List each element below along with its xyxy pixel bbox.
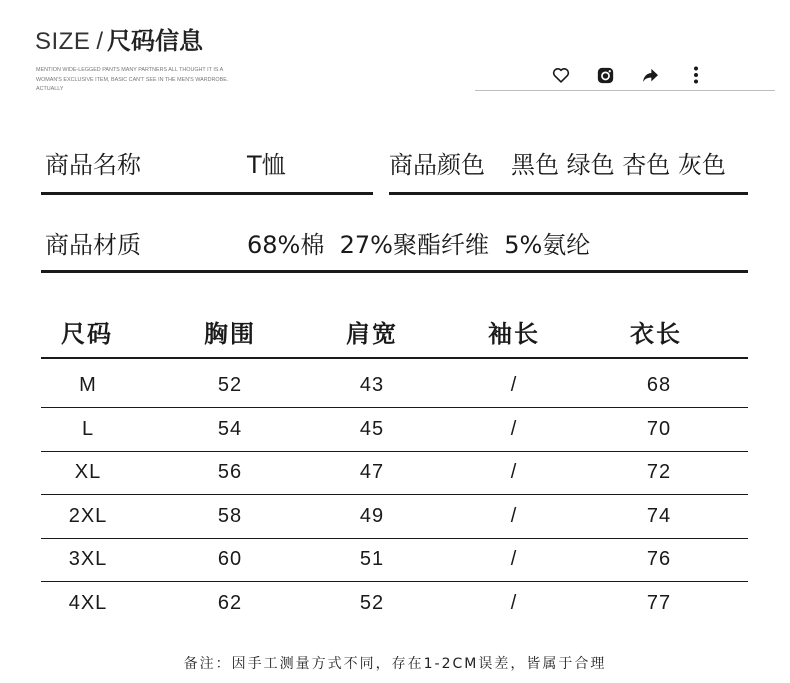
- cell-chest: 52: [217, 374, 243, 396]
- material-underline: [41, 270, 748, 273]
- cell-sleeve: /: [510, 374, 518, 396]
- cell-shoulder: 45: [359, 418, 385, 440]
- cell-size: XL: [74, 461, 102, 483]
- color-underline: [389, 192, 748, 195]
- share-icon[interactable]: [639, 64, 661, 86]
- page-title: [35, 26, 203, 57]
- cell-shoulder: 43: [359, 374, 385, 396]
- name-value: T恤: [247, 151, 286, 179]
- cell-size: 2XL: [68, 505, 108, 527]
- camera-icon[interactable]: [594, 64, 616, 86]
- table-header-divider: [41, 357, 748, 359]
- cell-length: 72: [646, 461, 672, 483]
- cell-sleeve: /: [510, 418, 518, 440]
- cell-sleeve: /: [510, 505, 518, 527]
- header-size: 尺码: [61, 320, 113, 348]
- header-sleeve: 袖长: [488, 320, 540, 348]
- action-icons: [548, 64, 708, 86]
- name-underline: [41, 192, 373, 195]
- cell-chest: 56: [217, 461, 243, 483]
- cell-shoulder: 51: [359, 548, 385, 570]
- more-vertical-icon[interactable]: [685, 64, 707, 86]
- cell-chest: 54: [217, 418, 243, 440]
- cell-size: L: [81, 418, 95, 440]
- cell-sleeve: /: [510, 548, 518, 570]
- cell-length: 77: [646, 592, 672, 614]
- table-row: [41, 364, 748, 408]
- table-row: [41, 495, 748, 539]
- header-subtitle: MENTION WIDE-LEGGED PANTS MANY PARTNERS ALL THOUGHT IT IS A WOMAN'S EXCLUSIVE ITEM, BASIC CAN'T SEE IN THE MEN'S WARDROBE. ACTUALLY: [36, 67, 229, 93]
- measurement-note: 备注：因手工测量方式不同，存在1-2CM误差，皆属于合理: [183, 656, 607, 672]
- cell-shoulder: 52: [359, 592, 385, 614]
- title-english: SIZE: [35, 28, 91, 55]
- cell-length: 74: [646, 505, 672, 527]
- cell-chest: 62: [217, 592, 243, 614]
- color-value: 黑色 绿色 杏色 灰色: [511, 151, 726, 179]
- table-row: [41, 408, 748, 452]
- table-row: [41, 538, 748, 582]
- cell-sleeve: /: [510, 592, 518, 614]
- cell-size: 3XL: [68, 548, 108, 570]
- cell-length: 68: [646, 374, 672, 396]
- material-value: 68%棉 27%聚酯纤维 5%氨纶: [247, 231, 591, 259]
- material-label: 商品材质: [45, 231, 141, 259]
- cell-sleeve: /: [510, 461, 518, 483]
- name-label: 商品名称: [45, 151, 141, 179]
- cell-chest: 60: [217, 548, 243, 570]
- cell-chest: 58: [217, 505, 243, 527]
- header-length: 衣长: [630, 320, 682, 348]
- cell-shoulder: 49: [359, 505, 385, 527]
- cell-size: M: [79, 374, 97, 396]
- table-row: [41, 451, 748, 495]
- cell-length: 70: [646, 418, 672, 440]
- cell-size: 4XL: [68, 592, 108, 614]
- title-separator: /: [96, 28, 104, 55]
- header-divider: [475, 90, 775, 91]
- color-label: 商品颜色: [389, 151, 485, 179]
- header-chest: 胸围: [204, 320, 256, 348]
- cell-length: 76: [646, 548, 672, 570]
- title-chinese: 尺码信息: [107, 27, 204, 55]
- heart-icon[interactable]: [550, 64, 572, 86]
- cell-shoulder: 47: [359, 461, 385, 483]
- table-row: [41, 582, 748, 626]
- header-shoulder: 肩宽: [346, 320, 398, 348]
